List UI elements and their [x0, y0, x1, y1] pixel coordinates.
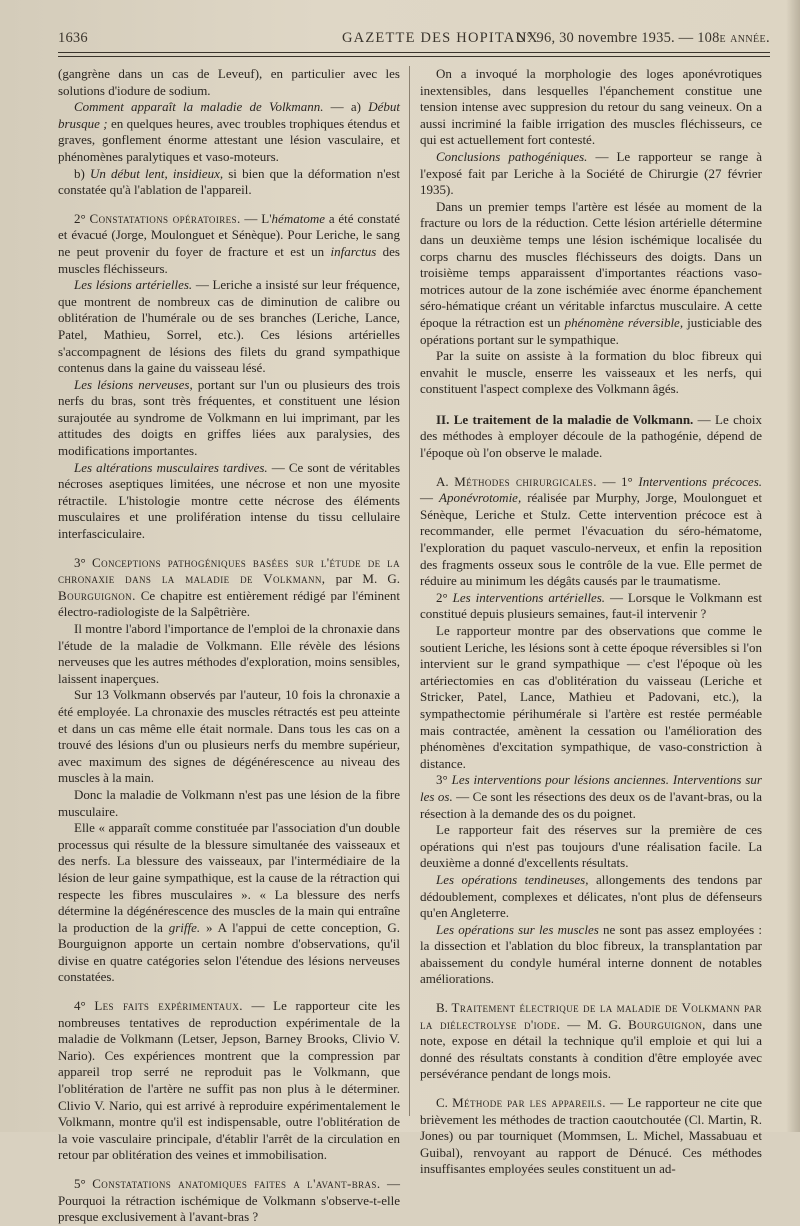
paragraph: 3° Les interventions pour lésions anciennes. Interventions sur les os. — Ce sont les résections des deux os de l'avant-bras, ou la résection à la demande des os du poignet. [420, 772, 763, 821]
paragraph: (gangrène dans un cas de Leveuf), en particulier avec les solutions d'iodure de sodium. [58, 66, 400, 98]
left-column [58, 66, 401, 1225]
paragraph: Le rapporteur montre par des observations que comme le soutient Leriche, les lésions sont à cette époque réversibles si l'on intervient sur le grand sympathique — c'est l'époque où les artériectomies en cas d'oblitération du vaisseau (Leriche et Stricker, Patel, Lance, Mathieu et Padovani, etc.), la sympathectomie périhumérale si l'artère est restée perméable mais contractée, amènent la cessation ou l'amélioration des phénomènes d'excitation sympathique, de vaso-constriction à distance. [420, 623, 762, 771]
paragraph: Elle « apparaît comme constituée par l'association d'un double processus qui résulte de la blessure simultanée des vaisseaux et des nerfs. La blessure des vaisseaux, par l'intermédiaire de la lésion de leur gaine sympathique, est la cause de la rétraction qui respecte les fibres musculaires ». « La blessure des nerfs détermine la dégénérescence des muscles de la main qui entraîne la production de la griffe. » A l'appui de cette conception, G. Bourguignon apporte un certain nombre d'observations, qu'il divise en quatre catégories selon l'étendue des lésions nerveuses constatées. [58, 820, 400, 985]
paragraph: Le rapporteur fait des réserves sur la première de ces opérations qui n'est pas toujours d'une réalisation facile. La deuxième a donné d'excellents résultats. [420, 822, 762, 871]
column-divider [409, 66, 410, 1116]
section-heading: Les faits expérimentaux. [94, 998, 243, 1014]
paragraph: Les altérations musculaires tardives. — Ce sont de véritables nécroses aseptiques limitées, une nécrose et non une myosite rétractile. L'histologie montre cette nécrose des éléments musculaires et une prolifération intense du tissu cellulaire interfasciculaire. [58, 459, 401, 542]
section-paragraph: 3° Conceptions pathogéniques basées sur l'étude de la chronaxie dans la maladie de Volkmann, par M. G. Bourguignon. Ce chapitre est entièrement rédigé par l'éminent électro-radiologiste de la Salpêtrière. [58, 554, 401, 620]
section-paragraph: II. Le traitement de la maladie de Volkmann. — Le choix des méthodes à employer découle de la pathogénie, dépend de l'époque où l'on observe le malade. [420, 411, 762, 461]
issue-info: N° 96, 30 novembre 1935. — 108e année. [516, 30, 770, 46]
section-heading: II. Le traitement de la maladie de Volkmann. [436, 411, 694, 427]
section-heading: Méthodes chirurgicales. [454, 473, 597, 489]
section-heading: Conceptions pathogéniques basées sur l'étude de la chronaxie dans la maladie de Volkmann, [58, 554, 400, 587]
section-paragraph: B. Traitement électrique de la maladie de Volkmann par la diélectrolyse d'iode. — M. G. Bourguignon, dans une note, expose en détail la technique qu'il emploie et qui lui a donné des résultats constants à condition d'être employée avec persévérance pendant de longs mois. [420, 1000, 763, 1082]
paragraph: Les lésions nerveuses, portant sur l'un ou plusieurs des trois nerfs du bras, sont très fréquentes, et constituent une lésion surajoutée au syndrome de Volkmann en lui imprimant, par les attitudes des doigts en griffes liées aux paralysies, des modifications importantes. [58, 376, 401, 459]
page-number: 1636 [58, 30, 88, 46]
paragraph: Il montre l'abord l'importance de l'emploi de la chronaxie dans l'étude de la maladie de Volkmann. Elle révèle des lésions nerveuses que les autres méthodes d'exploration, moins sensibles, laissent inaperçues. [58, 621, 400, 686]
page-header [58, 30, 770, 50]
paragraph: b) Un début lent, insidieux, si bien que la déformation n'est constatée qu'à l'ablation de l'appareil. [58, 165, 400, 198]
journal-title: GAZETTE DES HOPITAUX [342, 30, 539, 46]
section-paragraph: 2° Constatations opératoires. — L'hématome a été constaté et évacué (Jorge, Moulonguet et Sénèque). Pour Leriche, le sang ne peut provenir du foyer de fracture et est un infarctus des muscles fléchisseurs. [58, 210, 400, 276]
header-rule [58, 52, 770, 53]
paragraph: Conclusions pathogéniques. — Le rapporteur se range à l'exposé fait par Leriche à la Société de Chirurgie (27 février 1935). [420, 148, 762, 198]
section-heading: Constatations anatomiques faites a l'avant-bras. [92, 1176, 381, 1191]
page-edge-shadow [786, 0, 800, 1132]
paragraph: Par la suite on assiste à la formation du bloc fibreux qui envahit le muscle, enserre les vaisseaux et les nerfs, qui constituent l'aspect complexe des Volkmann âgés. [420, 348, 762, 397]
paragraph: On a invoqué la morphologie des loges aponévrotiques inextensibles, dans lesquelles l'épanchement constitue une tension intense avec suppresion du retour du sang veineux. On a aussi incriminé la faible irrigation des muscles fléchisseurs, ce qui est actuellement fort contesté. [420, 66, 762, 148]
paragraph: 2° Les interventions artérielles. — Lorsque le Volkmann est constitué depuis plusieurs semaines, faut-il intervenir ? [420, 589, 762, 622]
header-rule-thin [58, 56, 770, 57]
paragraph: Donc la maladie de Volkmann n'est pas une lésion de la fibre musculaire. [58, 786, 400, 819]
section-paragraph: C. Méthode par les appareils. — Le rapporteur ne cite que brièvement les méthodes de traction caoutchoutée (Cl. Martin, R. Jones) ou par tourniquet (Mommsen, L. Michel, Massabuau et Guibal), renvoyant au rapport de Dénucé. Ces méthodes insuffisantes employées seules constituent un ad- [420, 1095, 762, 1177]
section-paragraph: 5° Constatations anatomiques faites a l'avant-bras. — Pourquoi la rétraction ischémique de Volkmann s'observe-t-elle presque exclusivement à l'avant-bras ? [58, 1176, 400, 1225]
section-heading: Constatations opératoires. [89, 210, 241, 226]
right-column [420, 66, 763, 1177]
paragraph: Sur 13 Volkmann observés par l'auteur, 10 fois la chronaxie a été employée. La chronaxie des muscles rétractés est peu atteinte et dans un cas même elle était normale. Dans tous les cas on a trouvé des lésions d'un ou plusieurs nerfs du membre supérieur, avec maximum des signes de dégénérescence au niveau des muscles à la main. [58, 687, 400, 786]
section-paragraph: 4° Les faits expérimentaux. — Le rapporteur cite les nombreuses tentatives de reproduction expérimentale de la maladie de Volkmann (Letser, Jepson, Barney Brooks, Clivio V. Nario). Ces expériences montrent que la compression par appareil trop serré ne reproduit pas le Volkmann, que l'oblitération de l'artère ne suffit pas non plus à le déterminer. Clivio V. Nario, qui est arrivé à reproduire expérimentalement le Volkmann, montre qu'il est indispensable, outre l'oblitération de la voie vasculaire principale, d'établir l'arrêt de la circulation en retour par oblitération des veines et immobilisation. [58, 998, 401, 1163]
paragraph: Les opérations tendineuses, allongements des tendons par dédoublement, complexes et délicates, n'ont plus de défenseurs qu'en Angleterre. [420, 871, 762, 921]
paragraph: Les opérations sur les muscles ne sont pas assez employées : la dissection et l'ablation du bloc fibreux, la transplantation par abaissement du condyle huméral interne donnent de notables améliorations. [420, 921, 763, 987]
section-heading: Traitement électrique de la maladie de Volkmann par la diélectrolyse d'iode. [420, 1000, 763, 1032]
section-heading: Méthode par les appareils. [452, 1095, 606, 1111]
paragraph: Les lésions artérielles. — Leriche a insisté sur leur fréquence, que montrent de nombreux cas de diminution de calibre ou oblitération de l'humérale ou de ses branches (Leriche, Lance, Patel, Mathieu, Sorrel, etc.). Ces lésions artérielles s'accompagnent de lésions des filets du grand sympathique contenus dans la gaine du vaisseau lésé. [58, 277, 401, 376]
section-paragraph: A. Méthodes chirurgicales. — 1° Interventions précoces. — Aponévrotomie, réalisée par Murphy, Jorge, Moulonguet et Sénèque, Leriche et Stulz. Cette intervention précoce est à recommander, elle permet l'évacuation du séro-hématome, l'exploration du paquet vasculo-nerveux, et enfin la reposition des fragments osseux sous le contrôle de la vue. Elle permet de réduire au minimum les dégâts causés par le traumatisme. [420, 473, 762, 589]
paragraph: Dans un premier temps l'artère est lésée au moment de la fracture ou lors de la réduction. Cette lésion artérielle détermine dans un deuxième temps une lésion ischémique localisée du corps charnu des muscles fléchisseurs des doigts. Dans un troisième temps apparaissent d'importantes réactions vaso-motrices autour de la zone ischémiée avec énorme épanchement séro-hématique créant un véritable infarctus musculaire. A cette époque la rétraction est un phénomène réversible, justiciable des opérations portant sur le sympathique. [420, 198, 762, 347]
paragraph: Comment apparaît la maladie de Volkmann. — a) Début brusque ; en quelques heures, avec troubles trophiques étendus et graves, gonflement énorme attestant une lésion vasculaire, et phénomènes paralytiques et vaso-moteurs. [58, 99, 401, 164]
